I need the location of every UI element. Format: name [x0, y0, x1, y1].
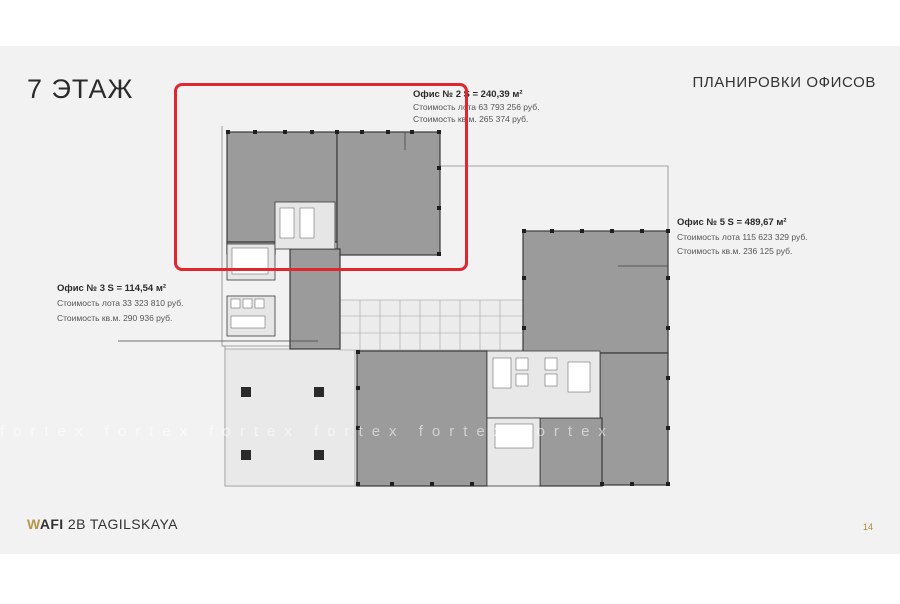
office-2-lot-price: Стоимость лота 63 793 256 руб. — [413, 102, 540, 112]
office-5-area: S = 489,67 м² — [727, 217, 787, 228]
office-3-name: Офис № 3 — [57, 283, 105, 294]
courtyard-area — [225, 349, 355, 486]
office-2-area: S = 240,39 м² — [463, 89, 523, 100]
office-3-sqm-price: Стоимость кв.м. 290 936 руб. — [57, 313, 173, 323]
office-3-area: S = 114,54 м² — [107, 283, 167, 294]
page-number: 14 — [862, 522, 873, 532]
floor-title: 7 ЭТАЖ — [27, 74, 134, 104]
watermark: fortex fortex fortex fortex fortex fortex — [0, 423, 615, 440]
slide — [0, 46, 900, 554]
walkway-grid — [340, 300, 523, 350]
office-3-label — [57, 281, 184, 326]
office-3-lot-price: Стоимость лота 33 323 810 руб. — [57, 298, 184, 308]
office-5-name: Офис № 5 — [677, 217, 725, 228]
office-lower-shape — [357, 351, 487, 486]
brand-afi: AFI — [39, 516, 64, 532]
brand-name: 2B TAGILSKAYA — [63, 516, 178, 532]
office-2-highlight-frame — [174, 83, 468, 271]
office-2-name: Офис № 2 — [413, 89, 461, 100]
office-2-sqm-price: Стоимость кв.м. 265 374 руб. — [413, 114, 529, 124]
brand-logo — [27, 516, 178, 532]
office-5-lot-price: Стоимость лота 115 623 329 руб. — [677, 232, 808, 242]
brand-w-mark: W — [27, 516, 40, 532]
office-5-sqm-price: Стоимость кв.м. 236 125 руб. — [677, 246, 793, 256]
office-5-label — [677, 215, 808, 258]
section-title: ПЛАНИРОВКИ ОФИСОВ — [692, 74, 876, 91]
